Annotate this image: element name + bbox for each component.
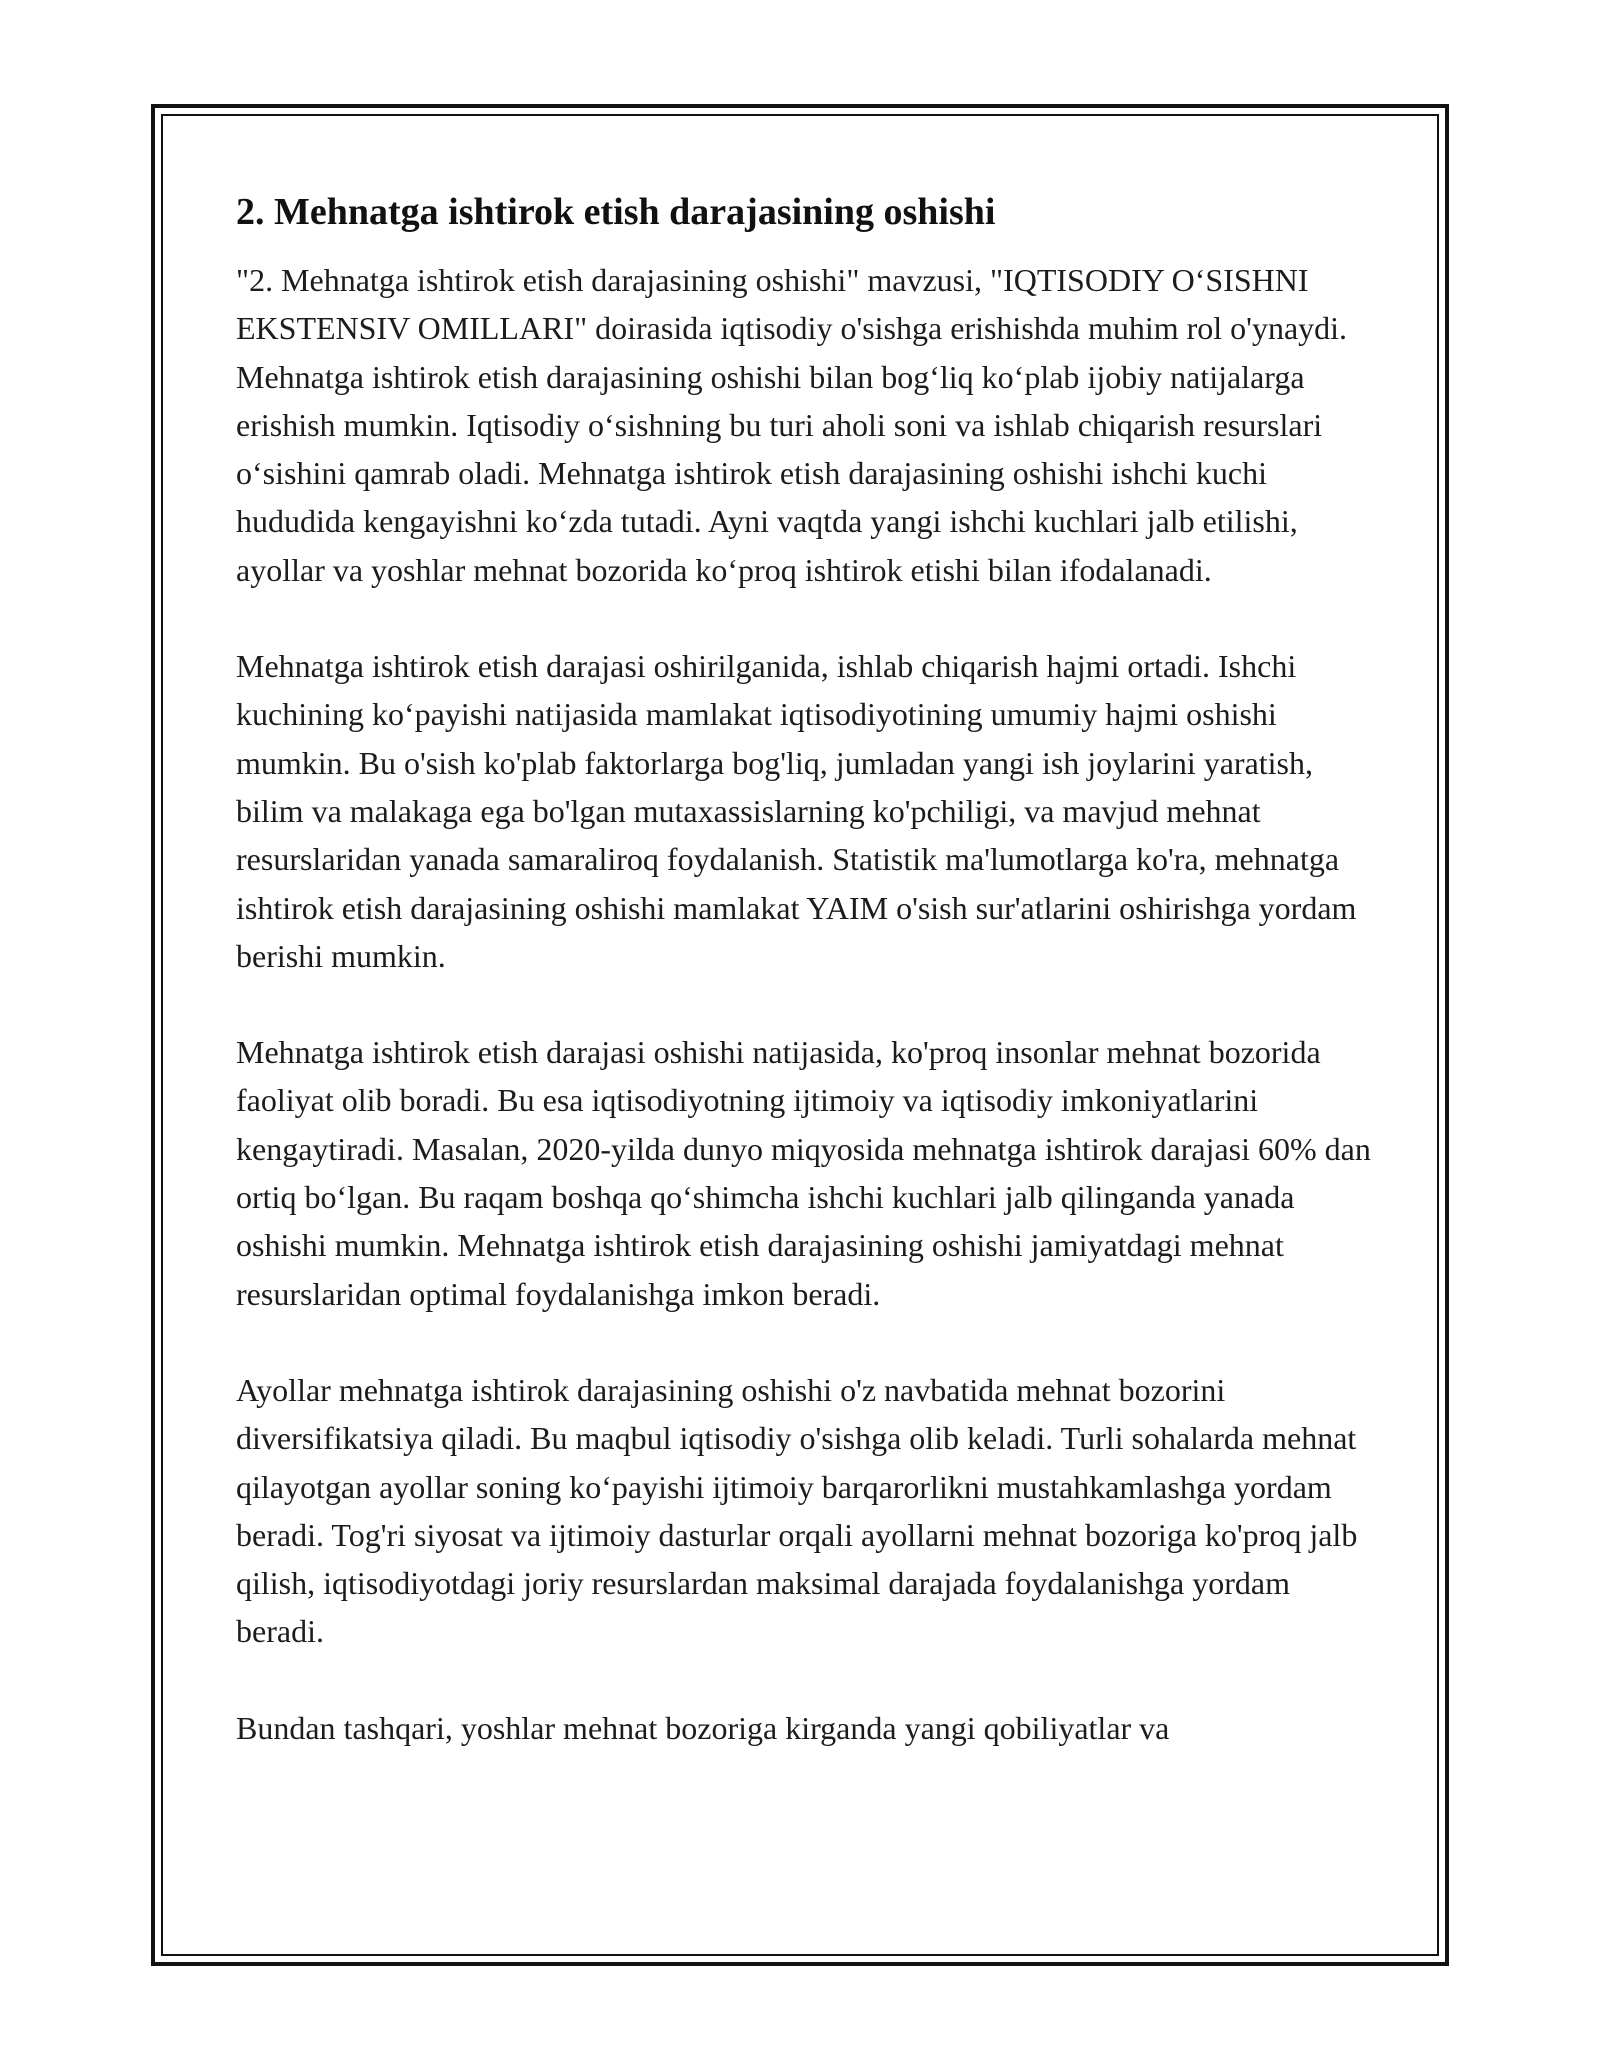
- paragraph-5: Bundan tashqari, yoshlar mehnat bozoriga kirganda yangi qobiliyatlar va: [236, 1709, 1170, 1746]
- paragraph-4: Ayollar mehnatga ishtirok darajasining oshishi o'z navbatida mehnat bozorini diversifikatsiya qiladi. Bu maqbul iqtisodiy o'sishga olib keladi. Turli sohalarda mehnat qilayotgan ayollar soning ko‘payishi ijtimoiy barqarorlikni mustahkamlashga yordam beradi. Tog'ri siyosat va ijtimoiy dasturlar orqali ayollarni mehnat bozoriga ko'proq jalb qilish, iqtisodiyotdagi joriy resurslardan maksimal darajada foydalanishga yordam beradi.: [236, 1371, 1358, 1650]
- paragraph-3: Mehnatga ishtirok etish darajasi oshishi natijasida, ko'proq insonlar mehnat bozorida faoliyat olib boradi. Bu esa iqtisodiyotning ijtimoiy va iqtisodiy imkoniyatlarini kengaytiradi. Masalan, 2020-yilda dunyo miqyosida mehnatga ishtirok darajasi 60% dan ortiq bo‘lgan. Bu raqam boshqa qo‘shimcha ishchi kuchlari jalb qilinganda yanada oshishi mumkin. Mehnatga ishtirok etish darajasining oshishi jamiyatdagi mehnat resurslaridan optimal foydalanishga imkon beradi.: [236, 1034, 1371, 1312]
- paragraph-1: "2. Mehnatga ishtirok etish darajasining oshishi" mavzusi, "IQTISODIY O‘SISHNI EKSTENSIV OMILLARI" doirasida iqtisodiy o'sishga erishishda muhim rol o'ynaydi. Mehnatga ishtirok etish darajasining oshishi bilan bog‘liq ko‘plab ijobiy natijalarga erishish mumkin. Iqtisodiy o‘sishning bu turi aholi soni va ishlab chiqarish resurslari o‘sishini qamrab oladi. Mehnatga ishtirok etish darajasining oshishi ishchi kuchi hududida kengayishni ko‘zda tutadi. Ayni vaqtda yangi ishchi kuchlari jalb etilishi, ayollar va yoshlar mehnat bozorida ko‘proq ishtirok etishi bilan ifodalanadi.: [236, 262, 1348, 588]
- section-heading: 2. Mehnatga ishtirok etish darajasining oshishi: [236, 191, 996, 233]
- document-body: [236, 188, 1376, 1800]
- paragraph-2: Mehnatga ishtirok etish darajasi oshirilganida, ishlab chiqarish hajmi ortadi. Ishchi kuchining ko‘payishi natijasida mamlakat iqtisodiyotining umumiy hajmi oshishi mumkin. Bu o'sish ko'plab faktorlarga bog'liq, jumladan yangi ish joylarini yaratish, bilim va malakaga ega bo'lgan mutaxassislarning ko'pchiligi, va mavjud mehnat resurslaridan yanada samaraliroq foydalanish. Statistik ma'lumotlarga ko'ra, mehnatga ishtirok etish darajasining oshishi mamlakat YAIM o'sish sur'atlarini oshirishga yordam berishi mumkin.: [236, 648, 1357, 974]
